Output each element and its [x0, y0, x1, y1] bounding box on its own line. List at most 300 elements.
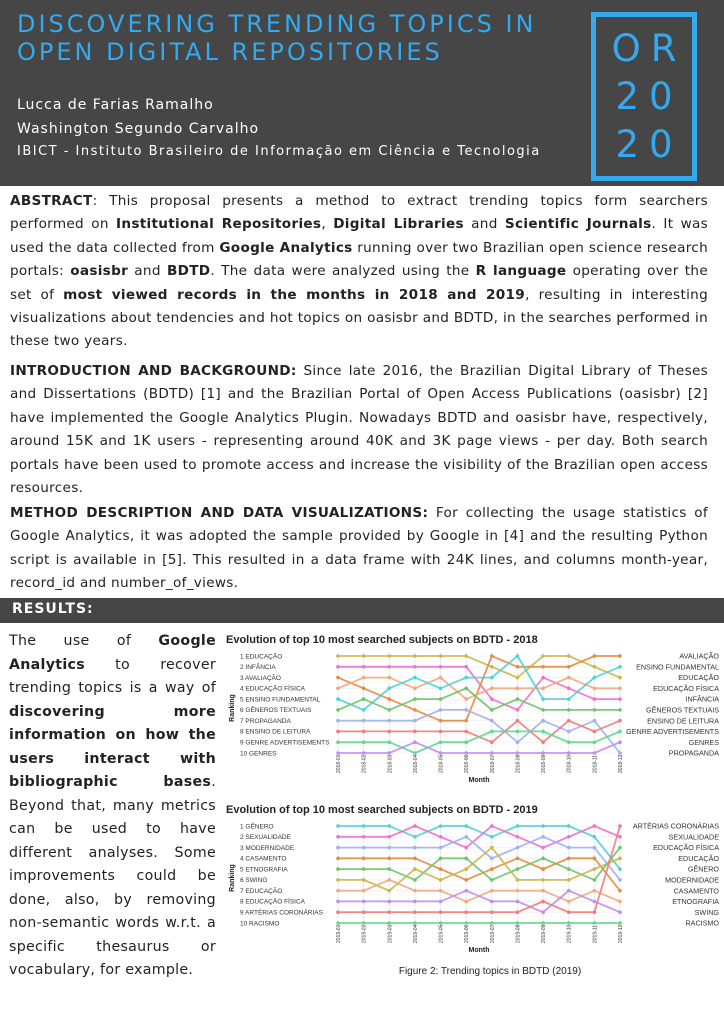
text-run: . The data were analyzed using the	[210, 263, 476, 280]
data-point	[336, 708, 340, 712]
text-run: . Beyond that, many metrics can be used to have different analyses. Some improvements could be done, also, by removing non-semantic words w.r.t. a specific thesaurus or vocabulary, for example.	[9, 774, 216, 978]
data-point	[413, 697, 417, 701]
data-point	[593, 867, 597, 871]
data-point	[516, 910, 520, 914]
data-point	[336, 900, 340, 904]
rank-label: 9 GENRE ADVERTISEMENTS	[240, 739, 330, 747]
data-point	[593, 676, 597, 680]
data-point	[541, 824, 545, 828]
data-point	[413, 687, 417, 691]
data-point	[516, 824, 520, 828]
rank-label: 4 EDUCAÇÃO FÍSICA	[240, 685, 306, 693]
data-point	[541, 900, 545, 904]
data-point	[567, 910, 571, 914]
rank-label: 1 GÊNERO	[240, 823, 274, 831]
data-point	[541, 889, 545, 893]
data-point	[490, 751, 494, 755]
introduction-paragraph	[10, 360, 708, 500]
data-point	[387, 824, 391, 828]
data-point	[490, 900, 494, 904]
data-point	[567, 900, 571, 904]
data-point	[516, 846, 520, 850]
end-rank-label: GENRE ADVERTISEMENTS	[626, 727, 719, 737]
data-point	[413, 730, 417, 734]
x-tick-label: 2019-07	[489, 924, 496, 943]
x-tick-label: 2019-04	[412, 924, 419, 943]
x-tick-label: 2018-09	[541, 754, 548, 773]
data-point	[439, 697, 443, 701]
data-point	[516, 835, 520, 839]
data-point	[336, 835, 340, 839]
figure-caption: Figure 2: Trending topics in BDTD (2019)	[398, 966, 582, 977]
data-point	[336, 921, 340, 925]
x-tick-label: 2018-01	[336, 754, 342, 773]
data-point	[387, 889, 391, 893]
data-point	[541, 878, 545, 882]
data-point	[413, 835, 417, 839]
data-point	[336, 676, 340, 680]
results-heading: RESULTS:	[12, 601, 94, 617]
end-rank-label: EDUCAÇÃO	[678, 673, 719, 683]
data-point	[387, 900, 391, 904]
rank-label: 7 PROPAGANDA	[240, 717, 291, 725]
data-point	[567, 654, 571, 658]
end-rank-label: MODERNIDADE	[665, 875, 719, 885]
data-point	[464, 921, 468, 925]
data-point	[464, 889, 468, 893]
data-point	[490, 846, 494, 850]
data-point	[387, 857, 391, 861]
rank-label: 3 MODERNIDADE	[240, 844, 295, 852]
bold-text-run: BDTD	[166, 263, 211, 280]
chart-title: Evolution of top 10 most searched subjects on BDTD - 2018	[226, 634, 538, 646]
data-point	[618, 697, 622, 701]
data-point	[618, 878, 622, 882]
data-point	[413, 921, 417, 925]
data-point	[464, 835, 468, 839]
data-point	[516, 708, 520, 712]
data-point	[567, 730, 571, 734]
data-point	[387, 740, 391, 744]
data-point	[490, 665, 494, 669]
data-point	[464, 857, 468, 861]
data-point	[413, 751, 417, 755]
y-axis-title: Ranking	[229, 694, 236, 722]
data-point	[567, 921, 571, 925]
x-axis-title: Month	[468, 947, 490, 954]
bump-chart-2018	[222, 630, 722, 798]
data-point	[593, 910, 597, 914]
data-point	[490, 835, 494, 839]
data-point	[567, 719, 571, 723]
data-point	[593, 846, 597, 850]
data-point	[439, 654, 443, 658]
data-point	[362, 867, 366, 871]
data-point	[618, 654, 622, 658]
data-point	[567, 878, 571, 882]
data-point	[541, 835, 545, 839]
text-run: The use of	[9, 633, 159, 649]
data-point	[490, 867, 494, 871]
text-run: Since late 2016, the Brazilian Digital Library of Theses and Dissertations (BDTD) [1] and the Brazilian Portal of Open Access Publications (oasisbr) [2] have implemented the Google Analytics Plugin. Nowadays BDTD and oasisbr have, respectively, around 15K and 1K users - representing around 40K and 3K page views - per day. Both search portals have been used to promote access and increase the visibility of the Brazilian open access resources.	[10, 363, 709, 497]
data-point	[439, 730, 443, 734]
text-run: to recover trending topics is a way of	[9, 656, 216, 696]
data-point	[387, 878, 391, 882]
data-point	[362, 824, 366, 828]
data-point	[439, 824, 443, 828]
data-point	[593, 730, 597, 734]
data-point	[541, 751, 545, 755]
data-point	[516, 697, 520, 701]
data-point	[593, 697, 597, 701]
data-point	[541, 730, 545, 734]
data-point	[413, 676, 417, 680]
x-tick-label: 2019-06	[464, 924, 471, 943]
text-run: operating over the set of	[10, 263, 708, 303]
data-point	[567, 867, 571, 871]
data-point	[336, 857, 340, 861]
data-point	[618, 835, 622, 839]
data-point	[439, 740, 443, 744]
rank-label: 1 EDUCAÇÃO	[240, 653, 283, 661]
data-point	[439, 857, 443, 861]
results-section-bar	[0, 598, 724, 623]
data-point	[618, 730, 622, 734]
data-point	[362, 740, 366, 744]
data-point	[516, 676, 520, 680]
data-point	[593, 835, 597, 839]
text-run: , resulting in interesting visualizations about tendencies and hot topics on oasisbr and BDTD, in the searches performed in these two years.	[10, 286, 708, 350]
data-point	[336, 846, 340, 850]
data-point	[464, 910, 468, 914]
x-tick-label: 2019-10	[566, 924, 573, 943]
data-point	[490, 857, 494, 861]
data-point	[336, 730, 340, 734]
y-axis-title: Ranking	[229, 864, 236, 892]
data-point	[413, 654, 417, 658]
abstract-paragraph	[10, 190, 708, 354]
data-point	[593, 687, 597, 691]
rank-label: 2 INFÂNCIA	[240, 664, 276, 672]
data-point	[618, 676, 622, 680]
data-point	[336, 878, 340, 882]
bold-text-run: ABSTRACT	[10, 193, 93, 209]
data-point	[541, 665, 545, 669]
data-point	[618, 740, 622, 744]
data-point	[567, 708, 571, 712]
data-point	[387, 719, 391, 723]
data-point	[413, 665, 417, 669]
data-point	[362, 751, 366, 755]
data-point	[362, 719, 366, 723]
end-rank-label: ARTÉRIAS CORONÁRIAS	[632, 821, 719, 831]
series-line	[338, 742, 620, 753]
rank-label: 5 ETNOGRAFIA	[240, 866, 288, 874]
rank-label: 8 EDUCAÇÃO FÍSICA	[240, 898, 306, 906]
header-banner	[0, 0, 724, 186]
data-point	[516, 687, 520, 691]
data-point	[362, 676, 366, 680]
data-point	[490, 687, 494, 691]
x-tick-label: 2019-08	[515, 924, 522, 943]
data-point	[413, 889, 417, 893]
data-point	[541, 867, 545, 871]
data-point	[336, 697, 340, 701]
data-point	[593, 889, 597, 893]
end-rank-label: GENRES	[688, 737, 719, 747]
rank-label: 10 GENRES	[240, 750, 277, 758]
data-point	[516, 665, 520, 669]
data-point	[567, 687, 571, 691]
data-point	[387, 751, 391, 755]
data-point	[567, 676, 571, 680]
data-point	[464, 740, 468, 744]
rank-label: 4 CASAMENTO	[240, 855, 287, 863]
data-point	[413, 867, 417, 871]
data-point	[439, 878, 443, 882]
data-point	[464, 676, 468, 680]
data-point	[618, 708, 622, 712]
end-rank-label: AVALIAÇÃO	[679, 651, 719, 661]
data-point	[387, 665, 391, 669]
end-rank-label: EDUCAÇÃO FÍSICA	[653, 843, 719, 853]
data-point	[413, 740, 417, 744]
data-point	[541, 921, 545, 925]
data-point	[464, 654, 468, 658]
data-point	[541, 910, 545, 914]
data-point	[567, 697, 571, 701]
data-point	[490, 824, 494, 828]
data-point	[490, 730, 494, 734]
rank-label: 10 RACISMO	[240, 920, 280, 928]
data-point	[362, 835, 366, 839]
end-rank-label: ENSINO FUNDAMENTAL	[636, 662, 719, 672]
bold-text-run: INTRODUCTION AND BACKGROUND:	[10, 363, 297, 379]
data-point	[336, 751, 340, 755]
data-point	[464, 719, 468, 723]
data-point	[413, 846, 417, 850]
data-point	[464, 900, 468, 904]
text-run: . It was used the data collected from	[10, 216, 709, 256]
data-point	[362, 654, 366, 658]
x-tick-label: 2019-01	[336, 924, 342, 943]
results-paragraph	[9, 630, 216, 983]
text-run: ,	[321, 216, 334, 233]
data-point	[618, 751, 622, 755]
poster-title: DISCOVERING TRENDING TOPICS IN OPEN DIGITAL REPOSITORIES	[17, 10, 537, 66]
bold-text-run: Scientific Journals	[504, 216, 652, 233]
end-rank-label: GÊNERO	[687, 864, 719, 874]
data-point	[618, 910, 622, 914]
data-point	[362, 900, 366, 904]
text-run: For collecting the usage statistics of Google Analytics, it was adopted the sample provided by Google in [4] and the resulting Python script is available in [5]. This resulted in a data frame with 24K lines, and columns month-year, record_id and number_of_views.	[10, 505, 708, 592]
series-line	[338, 858, 620, 890]
data-point	[362, 697, 366, 701]
data-point	[516, 867, 520, 871]
data-point	[336, 910, 340, 914]
rank-label: 6 SWING	[240, 877, 268, 885]
data-point	[567, 835, 571, 839]
data-point	[387, 708, 391, 712]
end-rank-label: SEXUALIDADE	[668, 832, 719, 842]
data-point	[439, 676, 443, 680]
data-point	[413, 900, 417, 904]
data-point	[541, 697, 545, 701]
data-point	[593, 900, 597, 904]
rank-label: 5 ENSINO FUNDAMENTAL	[240, 696, 321, 704]
end-rank-label: INFÂNCIA	[685, 694, 719, 704]
x-axis-title: Month	[468, 777, 490, 784]
data-point	[439, 751, 443, 755]
data-point	[439, 665, 443, 669]
data-point	[593, 857, 597, 861]
data-point	[516, 889, 520, 893]
data-point	[618, 867, 622, 871]
data-point	[567, 846, 571, 850]
data-point	[490, 878, 494, 882]
data-point	[387, 697, 391, 701]
data-point	[490, 676, 494, 680]
data-point	[541, 708, 545, 712]
data-point	[439, 889, 443, 893]
end-rank-label: PROPAGANDA	[668, 748, 719, 758]
data-point	[413, 910, 417, 914]
x-tick-label: 2019-11	[592, 925, 599, 943]
text-run: and	[463, 216, 505, 233]
data-point	[464, 697, 468, 701]
x-tick-label: 2019-03	[387, 924, 394, 943]
data-point	[387, 730, 391, 734]
data-point	[464, 730, 468, 734]
data-point	[336, 719, 340, 723]
data-point	[413, 824, 417, 828]
data-point	[387, 676, 391, 680]
data-point	[413, 878, 417, 882]
x-tick-label: 2018-05	[438, 754, 445, 773]
data-point	[490, 708, 494, 712]
data-point	[439, 708, 443, 712]
data-point	[439, 846, 443, 850]
data-point	[439, 835, 443, 839]
data-point	[413, 708, 417, 712]
chart-title: Evolution of top 10 most searched subjects on BDTD - 2019	[226, 804, 538, 816]
bold-text-run: Google Analytics	[219, 239, 353, 256]
data-point	[490, 654, 494, 658]
data-point	[516, 751, 520, 755]
data-point	[516, 740, 520, 744]
data-point	[439, 687, 443, 691]
data-point	[541, 846, 545, 850]
data-point	[362, 857, 366, 861]
bold-text-run: METHOD DESCRIPTION AND DATA VISUALIZATIONS:	[10, 505, 429, 521]
data-point	[618, 687, 622, 691]
data-point	[362, 730, 366, 734]
x-tick-label: 2019-02	[361, 924, 368, 943]
rank-label: 7 EDUCAÇÃO	[240, 887, 283, 895]
data-point	[516, 730, 520, 734]
data-point	[618, 889, 622, 893]
data-point	[387, 835, 391, 839]
data-point	[567, 751, 571, 755]
data-point	[413, 857, 417, 861]
data-point	[464, 878, 468, 882]
data-point	[593, 654, 597, 658]
rank-label: 9 ARTÉRIAS CORONÁRIAS	[240, 909, 323, 917]
data-point	[439, 910, 443, 914]
data-point	[387, 910, 391, 914]
logo-text: OR	[611, 26, 687, 70]
x-tick-label: 2018-12	[618, 754, 624, 773]
logo-text: 20	[615, 74, 683, 118]
data-point	[593, 719, 597, 723]
rank-label: 2 SEXUALIDADE	[240, 834, 291, 842]
data-point	[464, 824, 468, 828]
end-rank-label: ETNOGRAFIA	[672, 897, 719, 907]
x-tick-label: 2018-10	[566, 754, 573, 773]
data-point	[490, 921, 494, 925]
bold-text-run: R language	[475, 263, 567, 280]
end-rank-label: GÊNEROS TEXTUAIS	[646, 705, 719, 715]
data-point	[362, 687, 366, 691]
text-run: and	[128, 263, 167, 280]
data-point	[464, 751, 468, 755]
data-point	[439, 900, 443, 904]
data-point	[336, 889, 340, 893]
data-point	[593, 751, 597, 755]
data-point	[516, 921, 520, 925]
x-tick-label: 2019-09	[541, 924, 548, 943]
end-rank-label: EDUCAÇÃO FÍSICA	[653, 683, 719, 693]
logo-text: 20	[615, 122, 683, 166]
data-point	[362, 921, 366, 925]
bold-text-run: most viewed records in the months in 2018 and 2019	[63, 286, 526, 303]
data-point	[618, 665, 622, 669]
data-point	[593, 740, 597, 744]
institution-name: IBICT - Instituto Brasileiro de Informação em Ciência e Tecnologia	[17, 144, 541, 159]
data-point	[490, 719, 494, 723]
data-point	[336, 867, 340, 871]
data-point	[490, 889, 494, 893]
end-rank-label: ENSINO DE LEITURA	[647, 716, 719, 726]
data-point	[618, 719, 622, 723]
data-point	[464, 708, 468, 712]
data-point	[387, 846, 391, 850]
data-point	[387, 687, 391, 691]
x-tick-label: 2018-11	[592, 755, 599, 773]
data-point	[567, 889, 571, 893]
end-rank-label: CASAMENTO	[673, 886, 719, 896]
x-tick-label: 2018-02	[361, 754, 368, 773]
data-point	[593, 665, 597, 669]
data-point	[567, 824, 571, 828]
bold-text-run: discovering more information on how the users interact with bibliographic bases	[9, 703, 216, 790]
data-point	[336, 824, 340, 828]
or2020-logo	[591, 12, 697, 181]
x-tick-label: 2019-05	[438, 924, 445, 943]
data-point	[464, 846, 468, 850]
data-point	[516, 900, 520, 904]
data-point	[362, 665, 366, 669]
rank-label: 8 ENSINO DE LEITURA	[240, 728, 311, 736]
rank-label: 6 GÊNEROS TEXTUAIS	[240, 707, 312, 715]
data-point	[541, 676, 545, 680]
data-point	[593, 824, 597, 828]
data-point	[567, 857, 571, 861]
x-tick-label: 2018-07	[489, 754, 496, 773]
end-rank-label: SWING	[694, 907, 719, 917]
data-point	[413, 719, 417, 723]
data-point	[362, 889, 366, 893]
